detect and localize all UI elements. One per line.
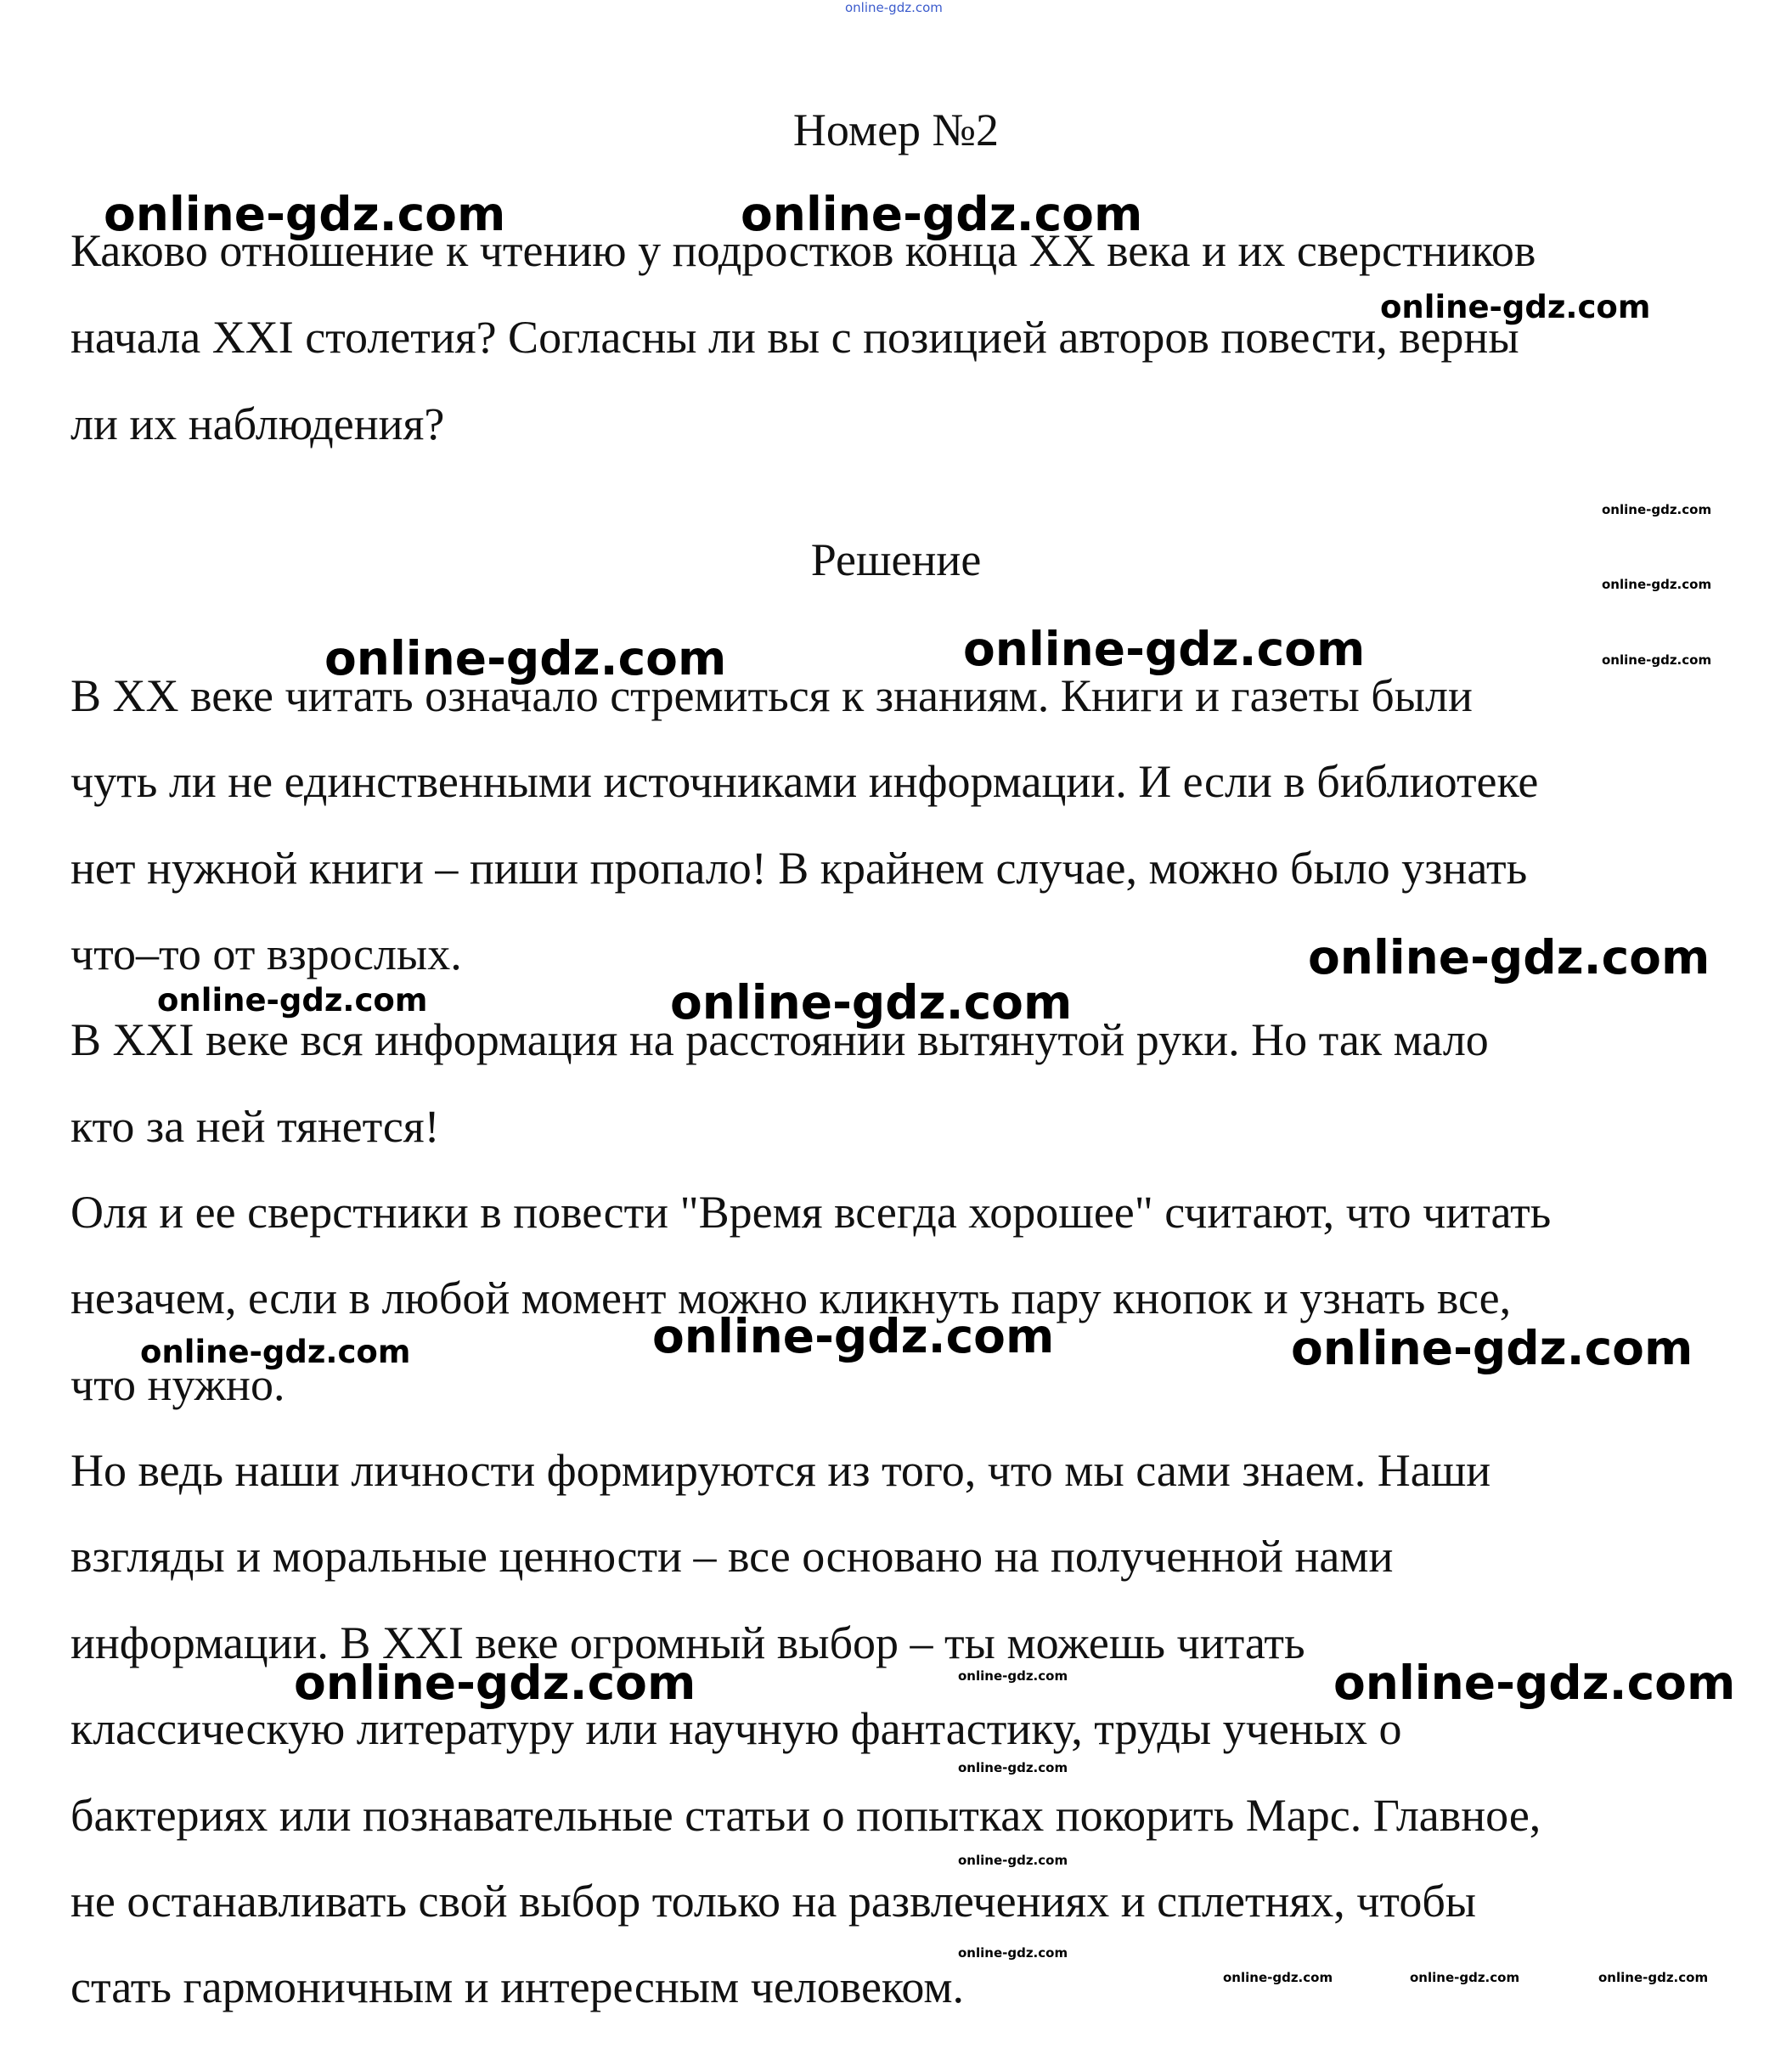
watermark: online-gdz.com xyxy=(963,622,1366,676)
answer-line: информации. В XXI веке огромный выбор – ты можешь читать xyxy=(70,1617,1305,1668)
answer-line: чуть ли не единственными источниками информации. И если в библиотеке xyxy=(70,756,1539,807)
page-title: Номер №2 xyxy=(792,104,1000,155)
watermark: online-gdz.com xyxy=(1380,289,1651,325)
answer-line: бактериях или познавательные статьи о попытках покорить Марс. Главное, xyxy=(70,1790,1541,1841)
question-line: Каково отношение к чтению у подростков конца XX века и их сверстников xyxy=(70,225,1536,276)
watermark: online-gdz.com xyxy=(1333,1656,1736,1710)
watermark: online-gdz.com xyxy=(294,1656,696,1710)
watermark: online-gdz.com xyxy=(104,187,506,241)
answer-line: Оля и ее сверстники в повести "Время всегда хорошее" считают, что читать xyxy=(70,1187,1552,1238)
answer-line: стать гармоничным и интересным человеком. xyxy=(70,1961,965,2012)
answer-line: классическую литературу или научную фантастику, труды ученых о xyxy=(70,1703,1402,1754)
watermark: online-gdz.com xyxy=(958,1945,1068,1961)
watermark: online-gdz.com xyxy=(1291,1321,1693,1375)
watermark: online-gdz.com xyxy=(1223,1970,1333,1985)
watermark: online-gdz.com xyxy=(958,1853,1068,1868)
answer-line: незачем, если в любой момент можно кликнуть пару кнопок и узнать все, xyxy=(70,1273,1512,1323)
answer-line: что нужно. xyxy=(70,1359,285,1410)
question-line: начала XXI столетия? Согласны ли вы с позицией авторов повести, верны xyxy=(70,312,1519,363)
watermark: online-gdz.com xyxy=(1598,1970,1709,1985)
answer-line: взгляды и моральные ценности – все основано на полученной нами xyxy=(70,1531,1394,1582)
answer-line: нет нужной книги – пиши пропало! В крайнем случае, можно было узнать xyxy=(70,843,1528,894)
watermark: online-gdz.com xyxy=(1308,930,1710,985)
watermark: online-gdz.com xyxy=(652,1309,1055,1363)
answer-line: кто за ней тянется! xyxy=(70,1101,440,1152)
question-line: ли их наблюдения? xyxy=(70,398,445,449)
watermark: online-gdz.com xyxy=(1602,502,1712,517)
watermark: online-gdz.com xyxy=(741,187,1143,241)
solution-heading: Решение xyxy=(810,534,982,585)
watermark: online-gdz.com xyxy=(324,631,727,686)
answer-line: В XX веке читать означало стремиться к знаниям. Книги и газеты были xyxy=(70,670,1473,721)
answer-line: что–то от взрослых. xyxy=(70,928,462,979)
watermark: online-gdz.com xyxy=(1410,1970,1520,1985)
watermark: online-gdz.com xyxy=(1602,577,1712,592)
watermark: online-gdz.com xyxy=(958,1668,1068,1684)
watermark: online-gdz.com xyxy=(958,1760,1068,1775)
answer-line: Но ведь наши личности формируются из того, что мы сами знаем. Наши xyxy=(70,1445,1491,1496)
answer-line: не останавливать свой выбор только на развлечениях и сплетнях, чтобы xyxy=(70,1876,1477,1927)
watermark-top: online-gdz.com xyxy=(845,0,943,15)
answer-line: В XXI веке вся информация на расстоянии вытянутой руки. Но так мало xyxy=(70,1014,1489,1065)
watermark: online-gdz.com xyxy=(1602,652,1712,668)
watermark: online-gdz.com xyxy=(670,975,1073,1030)
watermark: online-gdz.com xyxy=(140,1334,411,1370)
watermark: online-gdz.com xyxy=(157,982,428,1019)
